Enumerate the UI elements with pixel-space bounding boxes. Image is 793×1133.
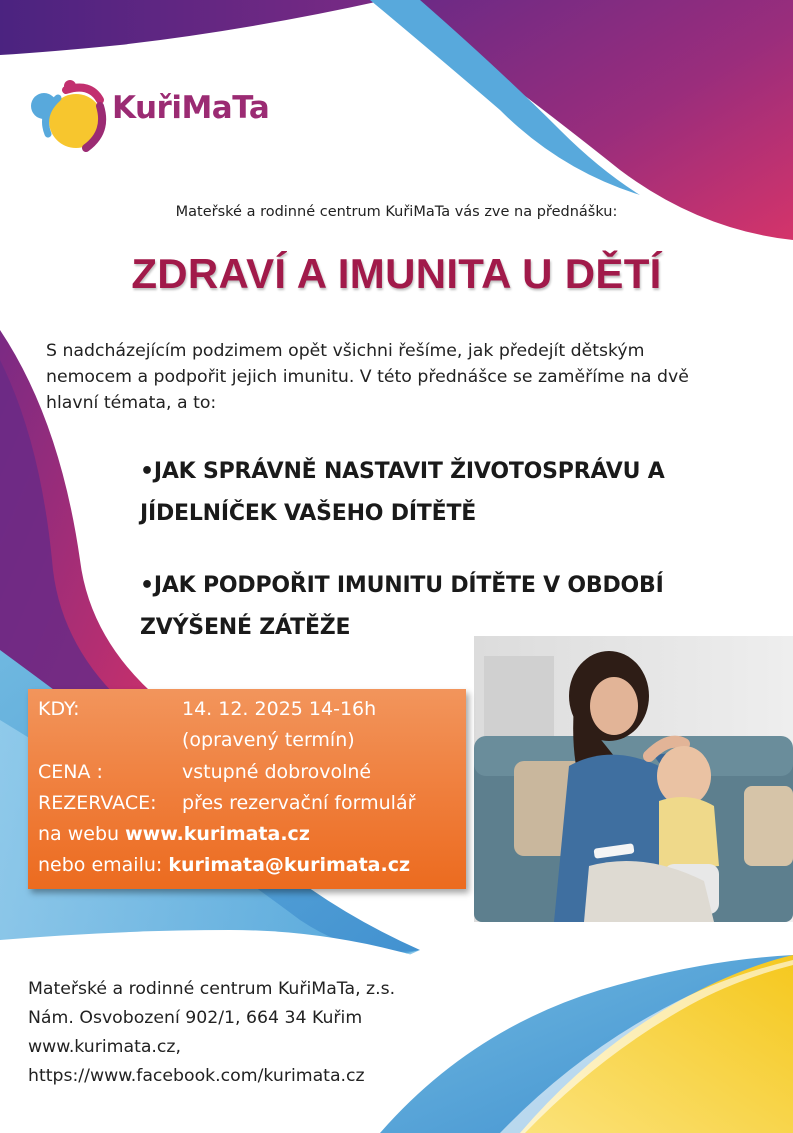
footer-contact — [28, 975, 395, 1091]
invitation-line: Mateřské a rodinné centrum KuřiMaTa vás zve na přednášku: — [175, 204, 618, 220]
intro-line: nemocem a podpořit jejich imunitu. V této přednášce se zaměříme na dvě — [46, 367, 689, 387]
web-line — [38, 823, 310, 845]
logo-text: KuřiMaTa — [112, 90, 270, 126]
intro-paragraph — [46, 338, 776, 416]
topic-line: ZVÝŠENÉ ZÁTĚŽE — [140, 615, 351, 640]
when-label: KDY: — [38, 698, 80, 720]
topic-line: •JAK PODPOŘIT IMUNITU DÍTĚTE V OBDOBÍ — [140, 573, 664, 598]
reservation-label: REZERVACE: — [38, 792, 157, 814]
footer-facebook[interactable]: https://www.facebook.com/kurimata.cz — [28, 1066, 365, 1086]
reservation-value: přes rezervační formulář — [182, 792, 416, 814]
footer-org-name: Mateřské a rodinné centrum KuřiMaTa, z.s. — [28, 979, 396, 999]
web-prefix: na webu — [38, 823, 126, 845]
when-note: (opravený termín) — [182, 729, 355, 751]
price-value: vstupné dobrovolné — [182, 761, 372, 783]
price-label: CENA : — [38, 761, 103, 783]
when-value: 14. 12. 2025 14-16h — [182, 698, 377, 720]
footer-address: Nám. Osvobození 902/1, 664 34 Kuřim — [28, 1008, 363, 1028]
footer-website[interactable]: www.kurimata.cz, — [28, 1037, 181, 1057]
page-title: ZDRAVÍ A IMUNITA U DĚTÍ — [131, 250, 662, 297]
event-info-box — [28, 689, 466, 889]
intro-line: S nadcházejícím podzimem opět všichni řešíme, jak předejít dětským — [46, 341, 645, 361]
email-prefix: nebo emailu: — [38, 854, 169, 876]
email-link[interactable]: kurimata@kurimata.cz — [168, 854, 411, 876]
topic-bullet-lifestyle — [140, 451, 780, 535]
topic-line: JÍDELNÍČEK VAŠEHO DÍTĚTĚ — [140, 501, 477, 526]
mother-child-photo — [474, 636, 793, 922]
website-link[interactable]: www.kurimata.cz — [125, 823, 310, 845]
intro-line: hlavní témata, a to: — [46, 393, 217, 413]
email-line — [38, 854, 410, 876]
topic-line: •JAK SPRÁVNĚ NASTAVIT ŽIVOTOSPRÁVU A — [140, 459, 665, 484]
